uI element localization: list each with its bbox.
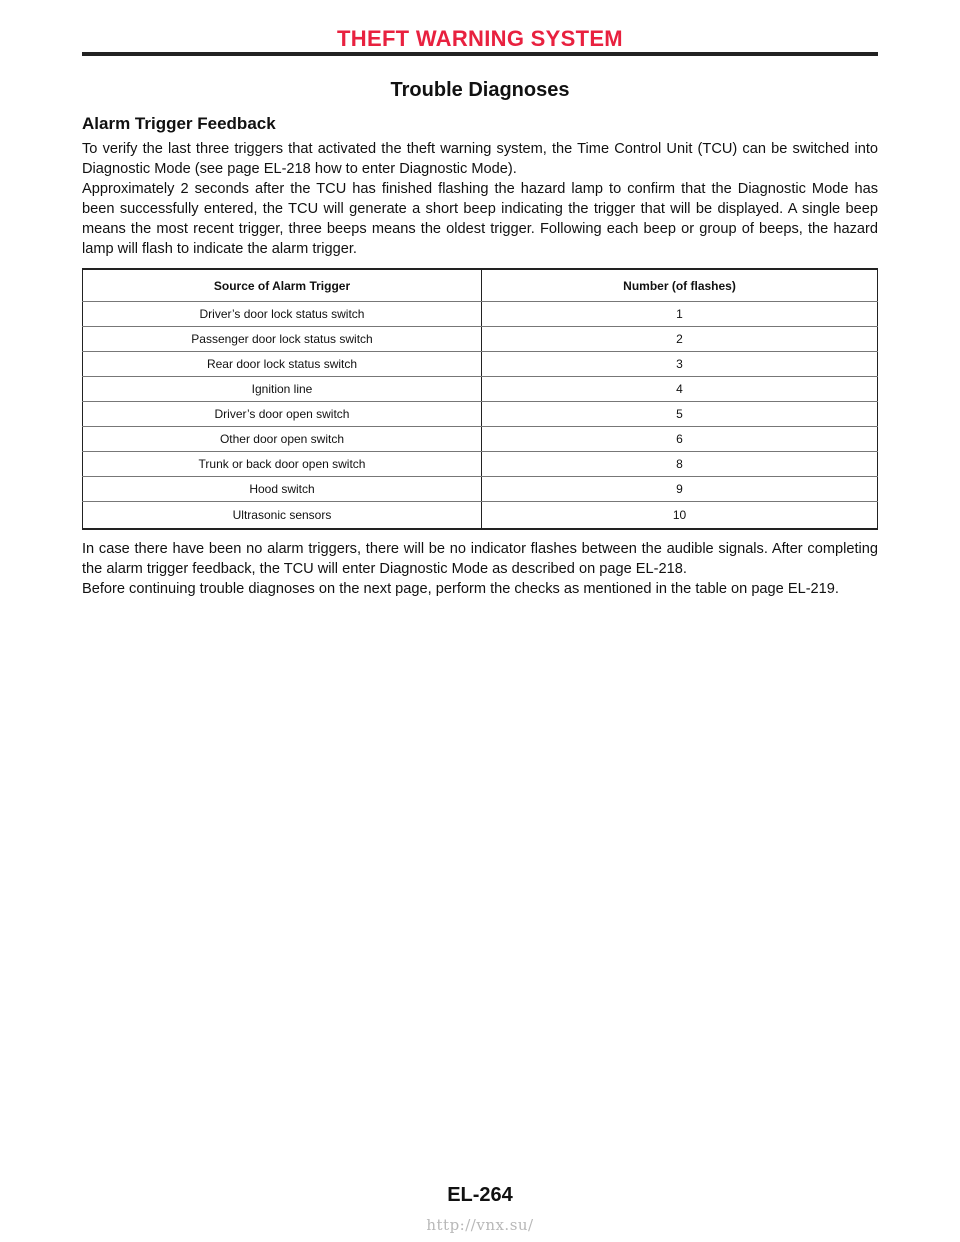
table-row [83,477,878,502]
paragraph-before-continuing: Before continuing trouble diagnoses on the next page, perform the checks as mentioned in the table on page EL-219. [82,581,839,597]
paragraph-no-triggers: In case there have been no alarm triggers, there will be no indicator flashes between the audible signals. After completing the alarm trigger feedback, the TCU will enter Diagnostic Mode as described on page EL-218. [82,541,878,577]
trigger-source-cell: Driver’s door open switch [83,402,482,427]
section-heading: Alarm Trigger Feedback [82,114,276,133]
table-row [83,352,878,377]
trigger-source-cell: Other door open switch [83,427,482,452]
trigger-source-cell: Rear door lock status switch [83,352,482,377]
trigger-source-cell: Ultrasonic sensors [83,502,482,530]
table-row [83,402,878,427]
header-divider [82,52,878,56]
trigger-source-cell: Trunk or back door open switch [83,452,482,477]
trigger-source-cell: Passenger door lock status switch [83,327,482,352]
flash-count-cell: 5 [482,402,878,427]
trigger-source-cell: Driver’s door lock status switch [83,302,482,327]
table-row [83,452,878,477]
trigger-source-cell: Hood switch [83,477,482,502]
paragraph-intro: To verify the last three triggers that activated the theft warning system, the Time Control Unit (TCU) can be switched into Diagnostic Mode (see page EL-218 how to enter Diagnostic Mode). [82,141,878,177]
paragraph-procedure: Approximately 2 seconds after the TCU has finished flashing the hazard lamp to confirm that the Diagnostic Mode has been successfully entered, the TCU will generate a short beep indicating the trigger that will be displayed. A single beep means the most recent trigger, three beeps means the oldest trigger. Following each beep or group of beeps, the hazard lamp will flash to indicate the alarm trigger. [82,181,878,257]
flash-count-cell: 6 [482,427,878,452]
table-row [83,377,878,402]
flash-count-cell: 4 [482,377,878,402]
flash-count-cell: 8 [482,452,878,477]
table-row [83,427,878,452]
table-row [83,302,878,327]
footer-link[interactable]: http://vnx.su/ [426,1216,534,1234]
section-header-title: THEFT WARNING SYSTEM [337,26,623,51]
alarm-trigger-table [82,268,878,530]
table-row [83,502,878,530]
table-header-row [83,269,878,302]
page-title: Trouble Diagnoses [390,79,570,101]
flash-count-cell: 3 [482,352,878,377]
column-header-flashes: Number (of flashes) [482,269,878,302]
flash-count-cell: 1 [482,302,878,327]
flash-count-cell: 2 [482,327,878,352]
flash-count-cell: 9 [482,477,878,502]
flash-count-cell: 10 [482,502,878,530]
trigger-source-cell: Ignition line [83,377,482,402]
column-header-source: Source of Alarm Trigger [83,269,482,302]
table-row [83,327,878,352]
page-number: EL-264 [447,1184,513,1206]
